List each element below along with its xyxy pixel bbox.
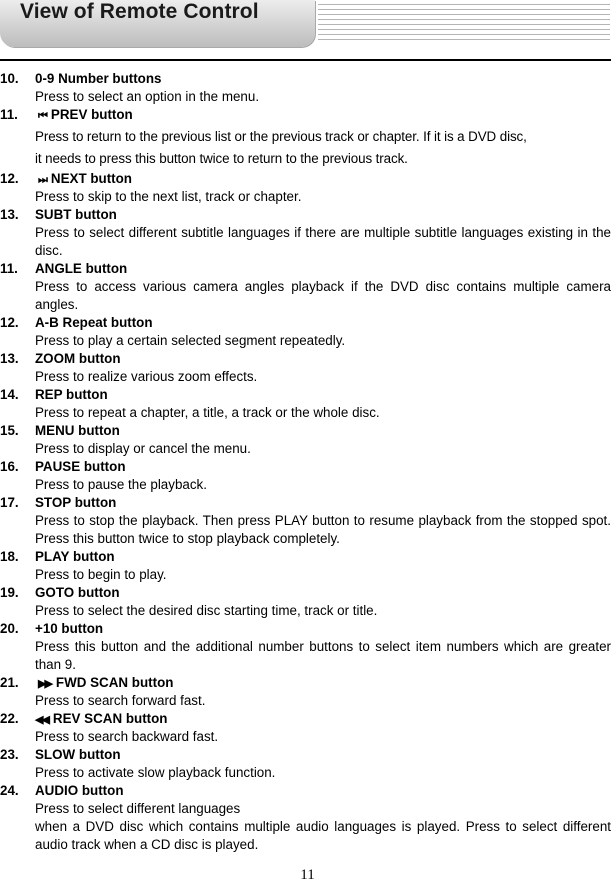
item-title: AUDIO button — [35, 783, 124, 798]
list-item — [0, 746, 611, 782]
item-description: Press to play a certain selected segment repeatedly. — [35, 333, 346, 348]
item-number: 13. — [0, 207, 19, 222]
list-item — [0, 548, 611, 584]
item-description — [35, 124, 611, 170]
list-item — [0, 584, 611, 620]
button-list — [0, 70, 611, 854]
item-number: 18. — [0, 549, 19, 564]
item-description: Press to activate slow playback function. — [35, 765, 276, 780]
list-item — [0, 494, 611, 548]
item-title — [35, 674, 611, 692]
list-item — [0, 386, 611, 422]
item-number: 12. — [0, 315, 19, 330]
item-title: +10 button — [35, 621, 104, 636]
item-number: 12. — [0, 171, 19, 186]
item-title-text: PREV button — [50, 107, 133, 122]
item-title: 0-9 Number buttons — [35, 71, 162, 86]
item-number: 15. — [0, 423, 19, 438]
item-number: 20. — [0, 621, 19, 636]
item-description: Press to realize various zoom effects. — [35, 369, 258, 384]
list-item — [0, 206, 611, 260]
page-title: View of Remote Control — [20, 0, 259, 23]
item-number: 14. — [0, 387, 19, 402]
item-title: REP button — [35, 387, 108, 402]
item-title: PAUSE button — [35, 459, 126, 474]
item-number: 24. — [0, 783, 19, 798]
next-icon: ⏭ — [38, 174, 46, 186]
list-item — [0, 422, 611, 458]
list-item — [0, 782, 611, 854]
item-title: MENU button — [35, 423, 120, 438]
item-description: Press to select an option in the menu. — [35, 89, 260, 104]
list-item — [0, 70, 611, 106]
item-description-line: Press to return to the previous list or the previous track or chapter. If it is a DVD disc, — [35, 129, 527, 144]
list-item — [0, 674, 611, 710]
item-description: Press to skip to the next list, track or chapter. — [35, 189, 302, 204]
list-item — [0, 106, 611, 170]
list-item — [0, 620, 611, 674]
item-number: 16. — [0, 459, 19, 474]
item-description: Press this button and the additional number buttons to select item numbers which are greater than 9. — [35, 639, 611, 672]
item-description: Press to stop the playback. Then press PLAY button to resume playback from the stopped spot. Press this button twice to stop playback completely. — [35, 513, 611, 546]
list-item — [0, 458, 611, 494]
item-description: Press to pause the playback. — [35, 477, 207, 492]
item-description-continued: when a DVD disc which contains multiple audio languages is played. Press to select different audio track when a CD disc is played. — [35, 819, 611, 852]
item-number: 23. — [0, 747, 19, 762]
header-decorative-lines — [318, 4, 610, 44]
header-tab — [0, 0, 315, 47]
item-title: ANGLE button — [35, 261, 128, 276]
item-number: 13. — [0, 351, 19, 366]
item-description: Press to select different languages — [35, 801, 241, 816]
item-number: 21. — [0, 675, 19, 690]
item-number: 10. — [0, 71, 19, 86]
item-title-text: NEXT button — [50, 171, 132, 186]
item-description: Press to begin to play. — [35, 567, 167, 582]
item-number: 17. — [0, 495, 19, 510]
item-title: STOP button — [35, 495, 117, 510]
list-item — [0, 350, 611, 386]
list-item — [0, 260, 611, 314]
item-description: Press to select the desired disc starting time, track or title. — [35, 603, 378, 618]
fast-forward-icon: ▶▶ — [38, 678, 51, 690]
item-title: PLAY button — [35, 549, 115, 564]
item-description: Press to search forward fast. — [35, 693, 206, 708]
item-number: 11. — [0, 107, 18, 122]
item-description: Press to display or cancel the menu. — [35, 441, 251, 456]
item-number: 19. — [0, 585, 19, 600]
item-description: Press to select different subtitle languages if there are multiple subtitle languages existing in the disc. — [35, 225, 611, 258]
item-title: ZOOM button — [35, 351, 121, 366]
item-description-line: it needs to press this button twice to return to the previous track. — [35, 151, 408, 166]
item-title — [35, 106, 611, 124]
item-title: GOTO button — [35, 585, 120, 600]
rewind-icon: ◀◀ — [35, 714, 48, 726]
item-number: 22. — [0, 711, 19, 726]
list-item — [0, 710, 611, 746]
list-item — [0, 170, 611, 206]
item-description: Press to repeat a chapter, a title, a track or the whole disc. — [35, 405, 380, 420]
item-description: Press to access various camera angles playback if the DVD disc contains multiple camera angles. — [35, 279, 611, 312]
item-title-text: FWD SCAN button — [55, 675, 174, 690]
item-description: Press to search backward fast. — [35, 729, 219, 744]
list-item — [0, 314, 611, 350]
item-title: SLOW button — [35, 747, 121, 762]
header-divider — [0, 59, 611, 61]
item-number: 11. — [0, 261, 18, 276]
item-title — [35, 710, 611, 728]
item-title-text: REV SCAN button — [52, 711, 168, 726]
item-title: A-B Repeat button — [35, 315, 153, 330]
prev-icon: ⏮ — [38, 110, 46, 122]
item-title: SUBT button — [35, 207, 117, 222]
item-title — [35, 170, 611, 188]
page-number: 11 — [300, 867, 315, 883]
